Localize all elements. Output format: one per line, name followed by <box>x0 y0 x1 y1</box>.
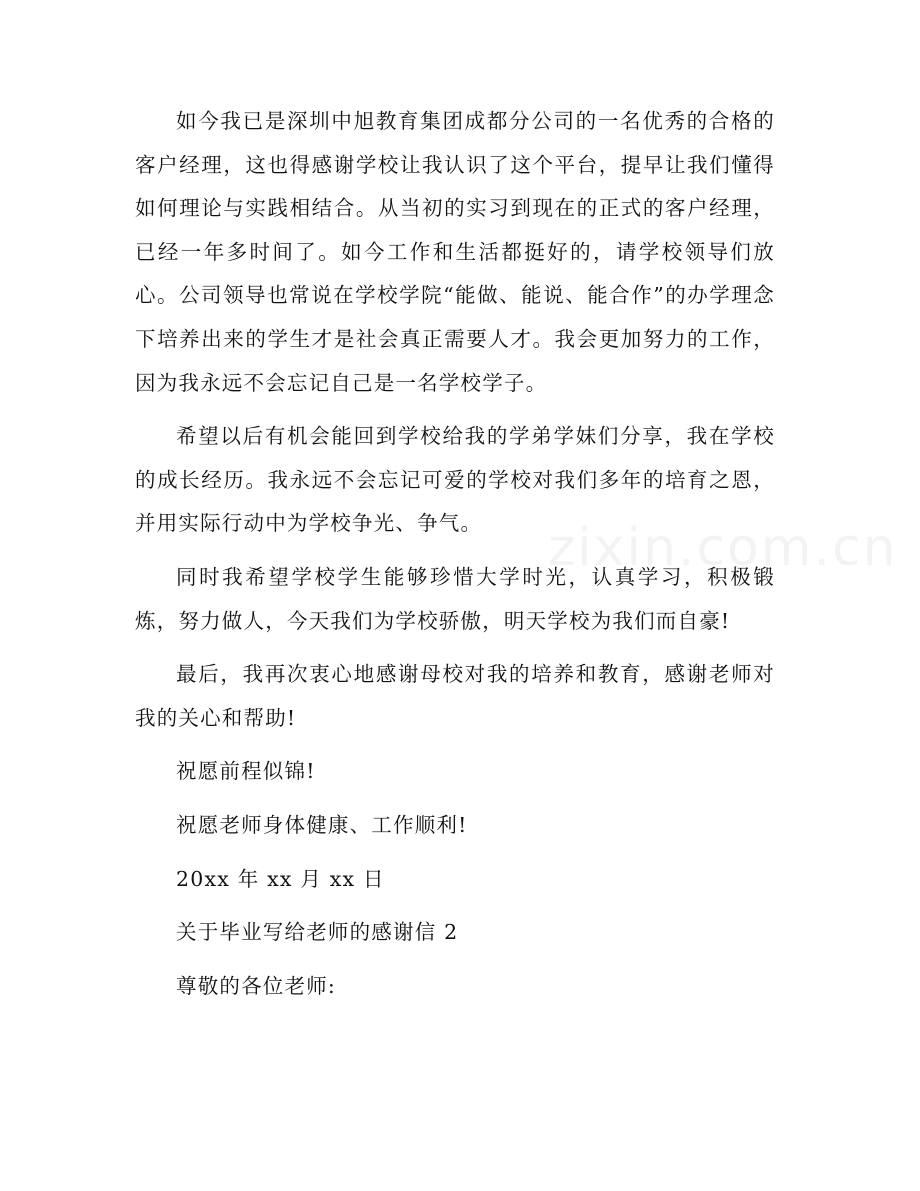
closing-wish-2: 祝愿老师身体健康、工作顺利! <box>176 812 468 837</box>
paragraph-3: 同时我希望学校学生能够珍惜大学时光，认真学习，积极锻炼，努力做人，今天我们为学校骄傲，明天学校为我们而自豪! <box>135 564 775 633</box>
salutation: 尊敬的各位老师: <box>176 973 337 998</box>
letter-date: 20xx 年 xx 月 xx 日 <box>176 866 385 891</box>
section-title: 关于毕业写给老师的感谢信 2 <box>176 920 459 945</box>
watermark <box>548 518 898 578</box>
paragraph-2: 希望以后有机会能回到学校给我的学弟学妹们分享，我在学校的成长经历。我永远不会忘记可爱的学校对我们多年的培育之恩，并用实际行动中为学校争光、争气。 <box>135 424 775 536</box>
paragraph-4: 最后，我再次衷心地感谢母校对我的培养和教育，感谢老师对我的关心和帮助! <box>135 662 775 730</box>
closing-wish-1: 祝愿前程似锦! <box>176 759 316 784</box>
paragraph-1: 如今我已是深圳中旭教育集团成都分公司的一名优秀的合格的客户经理，这也得感谢学校让我认识了这个平台，提早让我们懂得如何理论与实践相结合。从当初的实习到现在的正式的客户经理，已经一年多时间了。如今工作和生活都挺好的，请学校领导们放心。公司领导也常说在学校学院“能做、能说、能合作”的办学理念下培养出来的学生才是社会真正需要人才。我会更加努力的工作，因为我永远不会忘记自己是一名学校学子。 <box>135 109 775 395</box>
